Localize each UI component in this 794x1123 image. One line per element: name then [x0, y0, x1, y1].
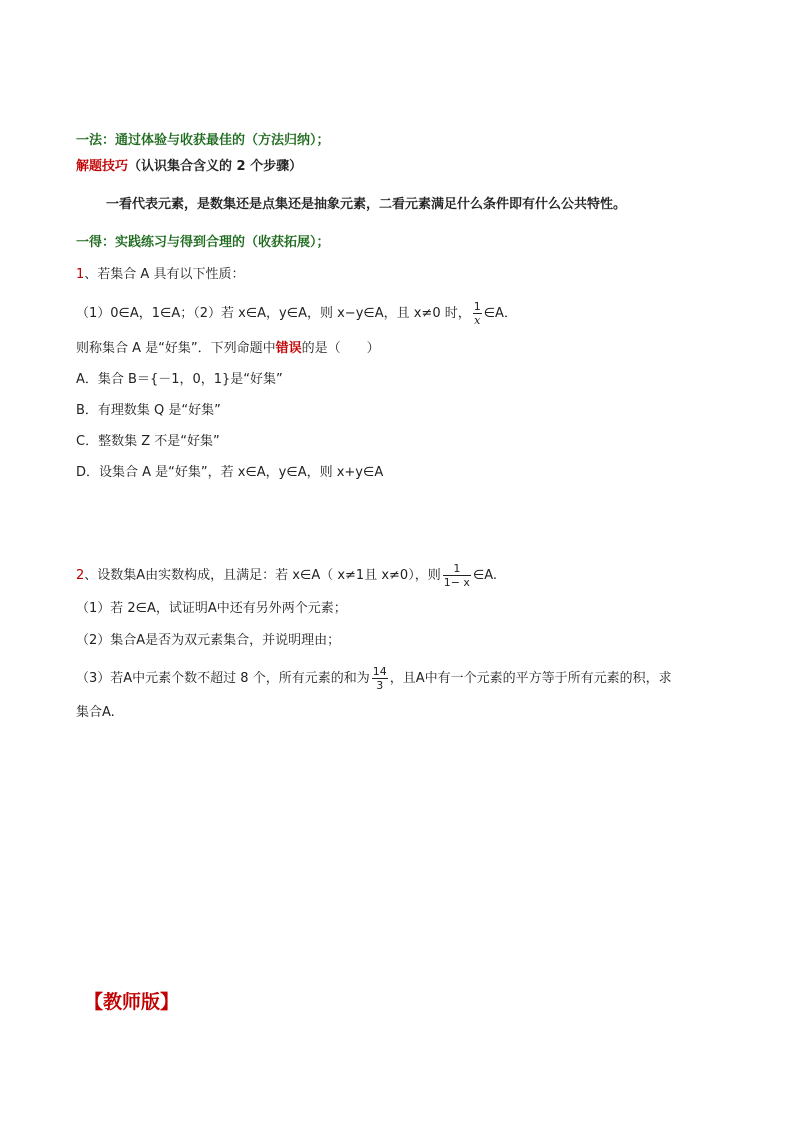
- tips-label: 解题技巧: [76, 159, 129, 174]
- question-2-part-3-continued: 集合A.: [76, 705, 115, 720]
- fraction-numerator: 1: [443, 562, 471, 576]
- question-2-stem: [76, 562, 497, 589]
- fraction-denominator: x: [474, 314, 481, 327]
- question-2-stem-end: ∈A.: [472, 568, 498, 583]
- question-1-number: 1: [76, 267, 85, 282]
- fraction-denominator: 1− x: [443, 576, 470, 589]
- fraction-one-over-one-minus-x: [443, 562, 471, 589]
- question-2-part-3-text: （3）若A中元素个数不超过 8 个，所有元素的和为: [76, 671, 370, 686]
- section-heading-practice: 一得：实践练习与得到合理的（收获拓展）；: [76, 235, 330, 250]
- question-1-stem-end: 的是（ ）: [301, 341, 380, 356]
- question-1-conditions: [76, 300, 517, 327]
- tips-heading: [76, 158, 302, 176]
- fraction-numerator: 1: [473, 300, 481, 313]
- tips-description: （认识集合含义的 2 个步骤）: [128, 159, 303, 174]
- tips-body: 一看代表元素，是数集还是点集还是抽象元素，二看元素满足什么条件即有什么公共特性。: [106, 197, 627, 212]
- question-2-number: 2: [76, 568, 85, 583]
- question-1-stem: [76, 340, 380, 358]
- question-1-intro: [76, 266, 244, 284]
- question-1-option-b: B．有理数集 Q 是“好集”: [76, 403, 221, 418]
- fraction-numerator: 14: [372, 665, 387, 678]
- emphasis-wrong: 错误: [275, 341, 302, 356]
- question-1-option-a: A．集合 B＝{－1，0，1}是“好集”: [76, 372, 283, 387]
- teacher-version-label: 【教师版】: [84, 991, 180, 1013]
- fraction-one-over-x: [473, 300, 482, 327]
- question-1-option-d: D．设集合 A 是“好集”，若 x∈A，y∈A，则 x+y∈A: [76, 465, 384, 480]
- section-heading-method: 一法：通过体验与收获最佳的（方法归纳）；: [76, 133, 330, 148]
- question-2-stem-text: 、设数集A由实数构成，且满足：若 x∈A（ x≠1且 x≠0），则: [84, 568, 441, 583]
- question-1-stem-text: 则称集合 A 是“好集”．下列命题中: [76, 341, 276, 356]
- fraction-fourteen-thirds: [372, 665, 388, 692]
- question-1-conditions-text: （1）0∈A，1∈A；（2）若 x∈A，y∈A，则 x−y∈A，且 x≠0 时，: [76, 306, 471, 321]
- fraction-denominator: 3: [376, 679, 384, 692]
- question-2-part-3-rest: ，且A中有一个元素的平方等于所有元素的积，求: [389, 671, 672, 686]
- question-2-part-1: （1）若 2∈A，试证明A中还有另外两个元素；: [76, 601, 347, 616]
- question-2-part-3: [76, 665, 672, 692]
- question-1-conditions-end: ∈A．: [483, 306, 517, 321]
- question-1-intro-text: 、若集合 A 具有以下性质：: [84, 267, 245, 282]
- question-2-part-2: （2）集合A是否为双元素集合，并说明理由；: [76, 633, 341, 648]
- question-1-option-c: C．整数集 Z 不是“好集”: [76, 434, 220, 449]
